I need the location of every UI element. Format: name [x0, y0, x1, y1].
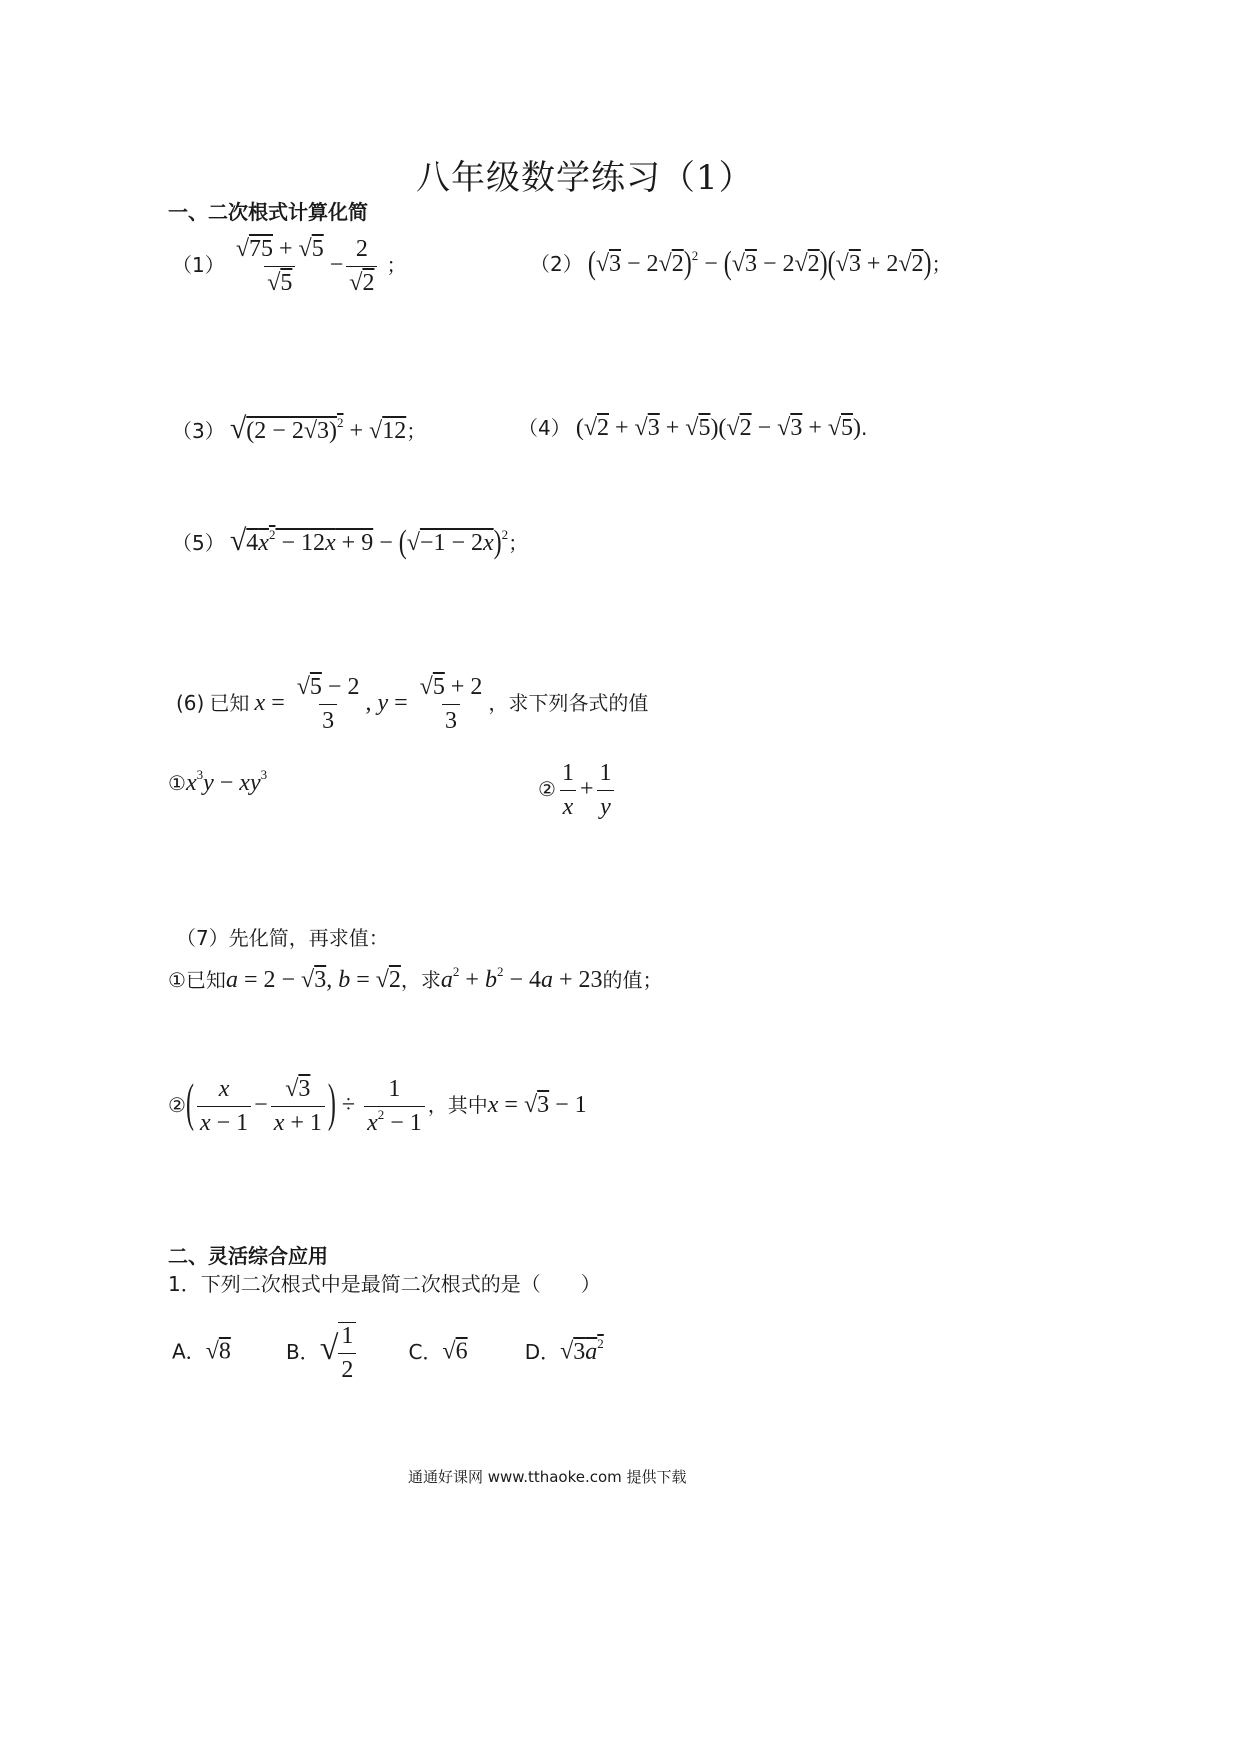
option-d-expression: $√3a^2$: [560, 1335, 604, 1365]
question-1-options: [172, 1322, 604, 1384]
footer-credit: 通通好课网 www.tthaoke.com 提供下载: [408, 1468, 687, 1486]
problem-5-label: （5）: [172, 531, 225, 555]
problem-7-sub-1: ①已知a = 2 − √3, b = √2，求$a^2 + b^2 - 4a + 23$的值；: [168, 964, 663, 993]
problem-1-expression: $\frac{√75 + √5}{√5}$ − $\frac{2}{√2}$: [230, 252, 387, 278]
option-a-label: A．: [172, 1339, 206, 1364]
problem-5: （5） $√4x^2 - 12x + 9 - (√-1 - 2x)^2$；: [172, 524, 529, 561]
problem-6-label: (6): [176, 691, 205, 716]
problem-7-sub-2: ②( $\frac{x}{x - 1}$ − $\frac{√3}{x + 1}$ ) ÷ $\frac{1}{x^2 - 1}$ ，其中x = √3 − 1: [168, 1075, 587, 1136]
problem-2-expression: $(√3 - 2√2)^2 - (√3 - 2√2)(√3 + 2√2)$: [587, 246, 932, 282]
option-b-label: B．: [285, 1339, 320, 1364]
page-title: 八年级数学练习（1）: [416, 158, 754, 198]
problem-2: （2） $(√3 - 2√2)^2 - (√3 - 2√2)(√3 + 2√2)$；: [530, 246, 952, 282]
problem-7-label: （7）先化简，再求值：: [176, 926, 389, 950]
section-heading-2: 二、灵活综合应用: [168, 1244, 328, 1268]
problem-4: （4） (√2 + √3 + √5)(√2 − √3 + √5).: [518, 415, 868, 441]
problem-6-expression: x = $\frac{√5 - 2}{3}$ , y = $\frac{√5 + 2}{3}$: [254, 674, 483, 734]
option-b-expression: √ $\frac{1}{2}$: [320, 1339, 360, 1365]
problem-1: （1） $\frac{√75 + √5}{√5}$ − $\frac{2}{√2}$ ；: [172, 236, 407, 296]
problem-3: （3） $√(2 - 2√3)^2 + √12$；: [172, 412, 427, 445]
option-c-label: C．: [408, 1339, 443, 1364]
option-c-expression: √6: [442, 1338, 468, 1365]
problem-4-label: （4）: [518, 416, 571, 440]
option-a-expression: √8: [205, 1338, 231, 1365]
question-1-text: 1．下列二次根式中是最简二次根式的是（ ）: [168, 1272, 601, 1296]
problem-5-expression: $√4x^2 - 12x + 9 - (√-1 - 2x)^2$: [229, 524, 509, 561]
problem-4-expression: (√2 + √3 + √5)(√2 − √3 + √5): [575, 415, 862, 441]
problem-1-label: （1）: [172, 253, 225, 278]
problem-6: (6) 已知 x = $\frac{√5 - 2}{3}$ , y = $\frac{√5 + 2}{3}$ ，求下列各式的值: [176, 674, 649, 734]
problem-6-sub-2: ② $\frac{1}{x}$ + $\frac{1}{y}$: [538, 760, 617, 821]
problem-3-label: （3）: [172, 419, 225, 443]
problem-6-sub-1: $①x^3y - xy^3$: [168, 767, 268, 796]
problem-3-expression: $√(2 - 2√3)^2 + √12$: [229, 412, 407, 445]
problem-2-label: （2）: [530, 252, 583, 276]
option-d-label: D．: [524, 1339, 561, 1364]
section-heading-1: 一、二次根式计算化简: [168, 200, 368, 224]
